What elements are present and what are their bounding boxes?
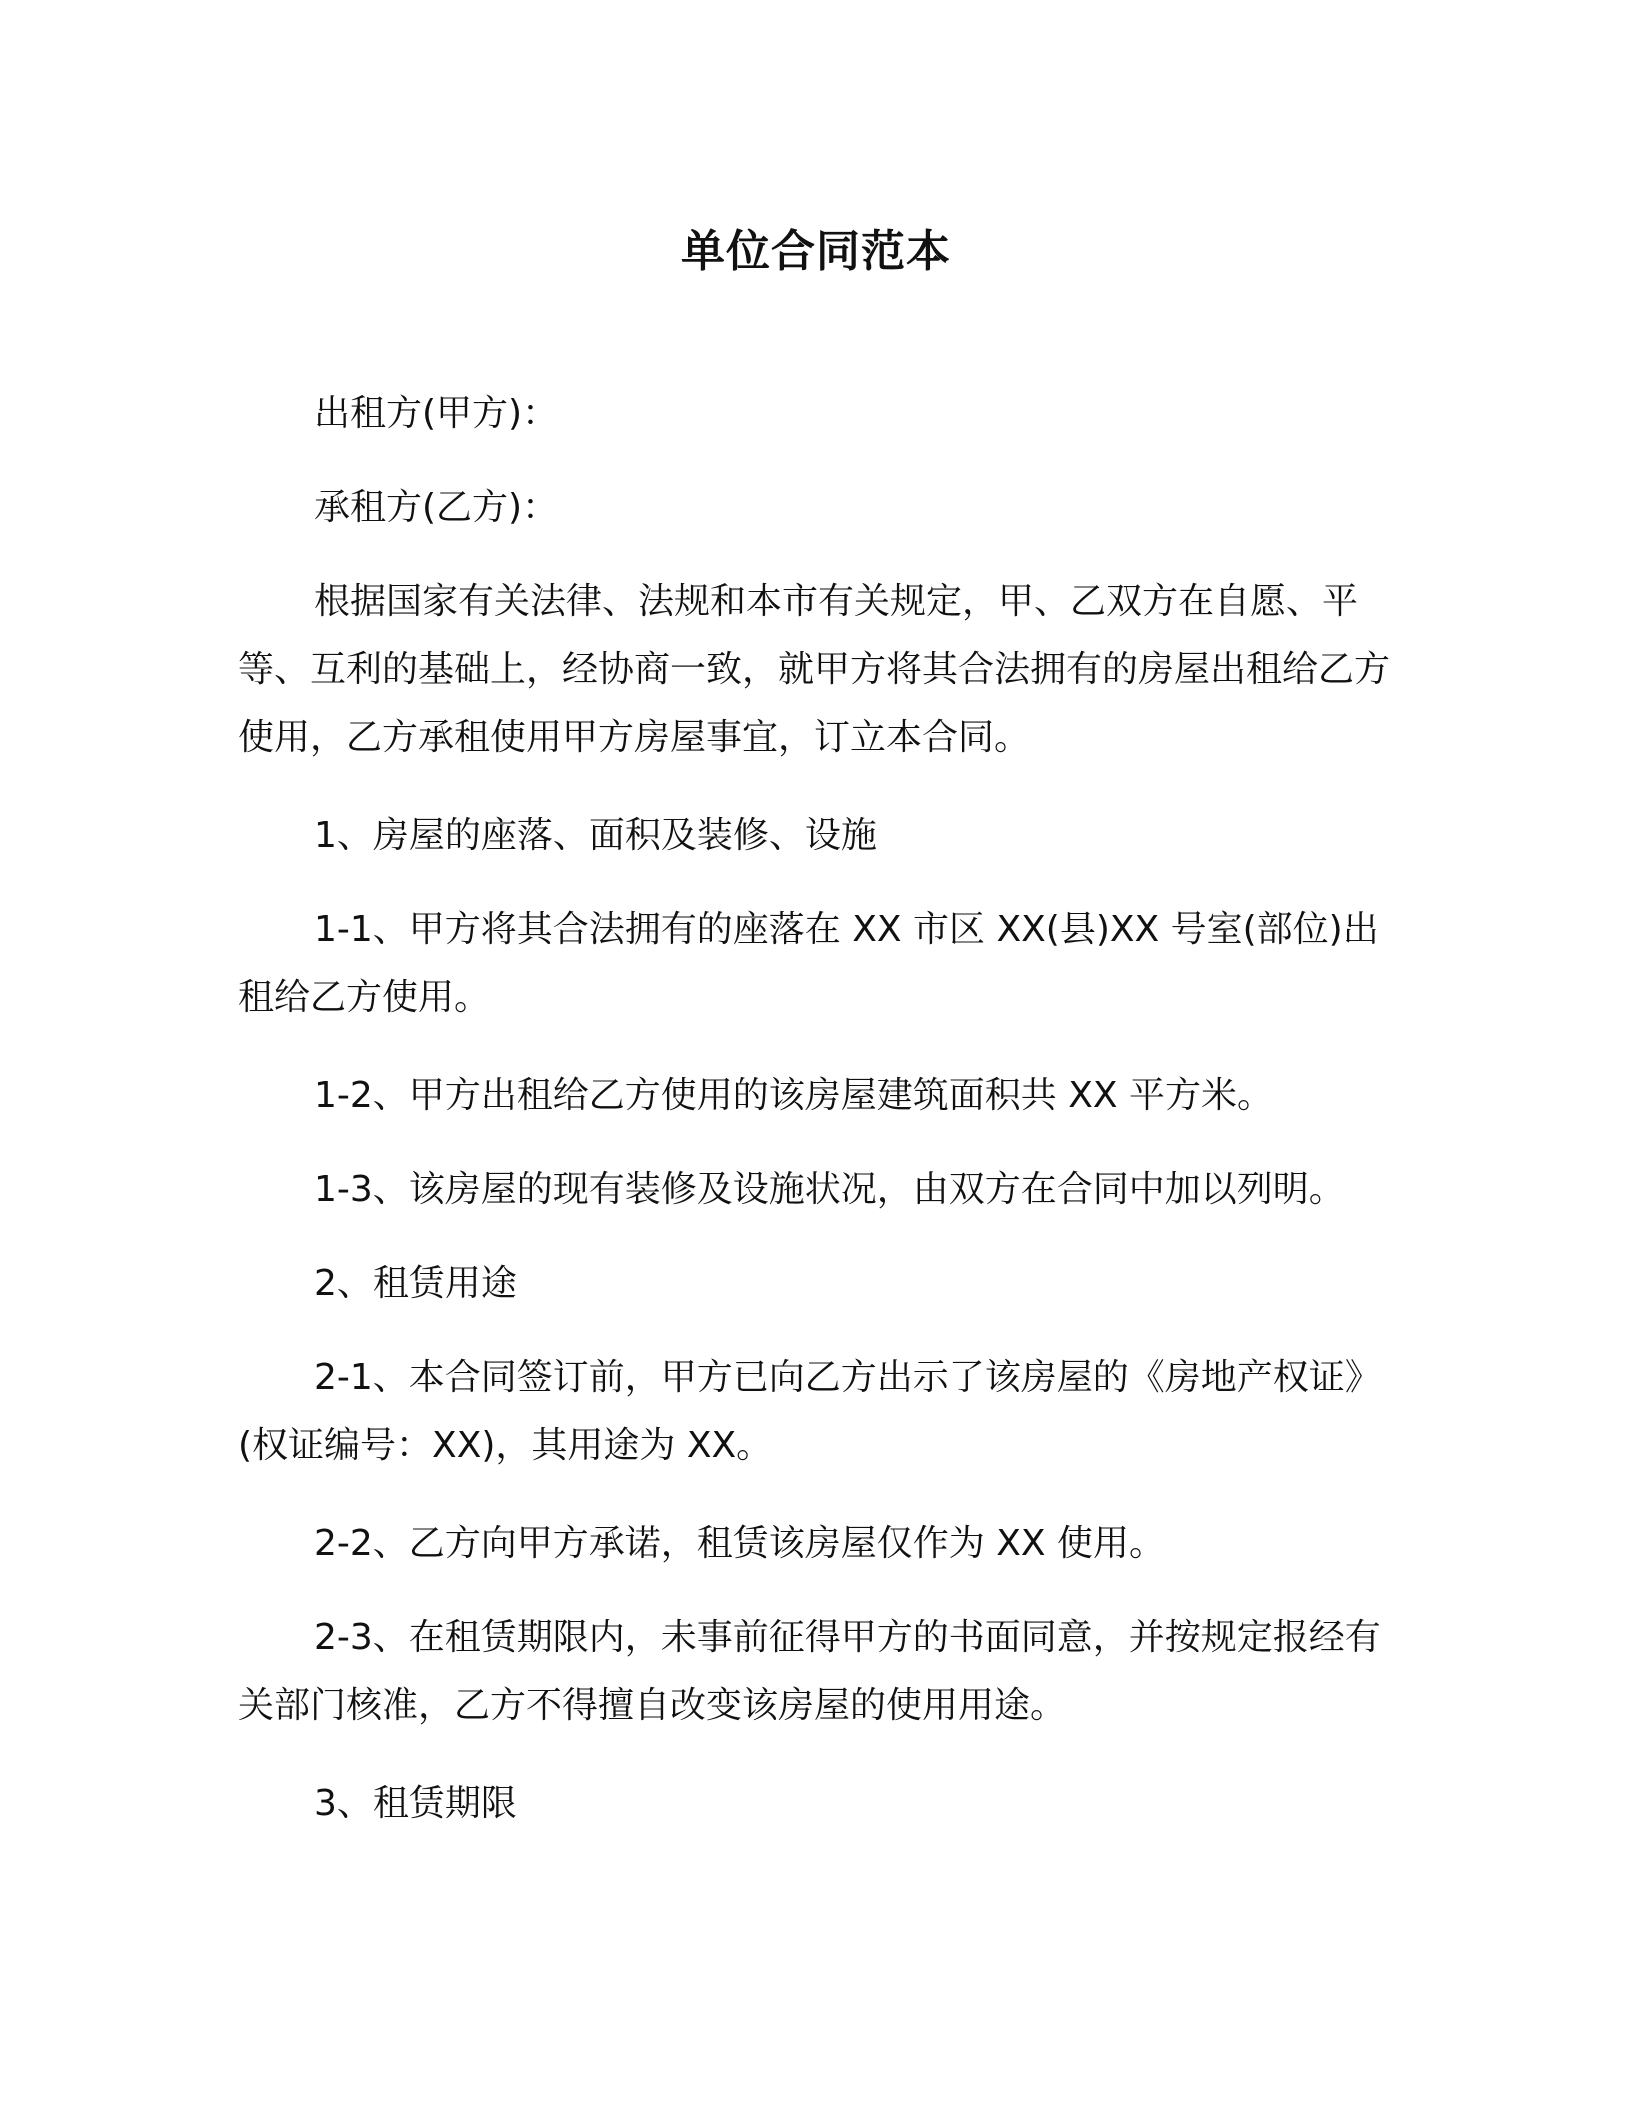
section-heading-2: 2、租赁用途 bbox=[314, 1263, 517, 1304]
clause-2-1: 2-1、本合同签订前，甲方已向乙方出示了该房屋的《房地产权证》(权证编号：XX)，其用途为 XX。 bbox=[238, 1357, 1381, 1466]
preamble-paragraph: 根据国家有关法律、法规和本市有关规定，甲、乙双方在自愿、平等、互利的基础上，经协商一致，就甲方将其合法拥有的房屋出租给乙方使用，乙方承租使用甲方房屋事宜，订立本合同。 bbox=[238, 581, 1391, 758]
document-body bbox=[238, 380, 1398, 1864]
clause-1-2: 1-2、甲方出租给乙方使用的该房屋建筑面积共 XX 平方米。 bbox=[314, 1075, 1274, 1116]
clause-2-2: 2-2、乙方向甲方承诺，租赁该房屋仅作为 XX 使用。 bbox=[314, 1523, 1166, 1564]
lessor-line: 出租方(甲方)： bbox=[314, 393, 559, 434]
lessee-line: 承租方(乙方)： bbox=[314, 487, 559, 528]
document-title: 单位合同范本 bbox=[681, 226, 951, 277]
clause-1-3: 1-3、该房屋的现有装修及设施状况，由双方在合同中加以列明。 bbox=[314, 1169, 1345, 1210]
section-heading-3: 3、租赁期限 bbox=[314, 1783, 517, 1824]
clause-2-3: 2-3、在租赁期限内，未事前征得甲方的书面同意，并按规定报经有关部门核准，乙方不得擅自改变该房屋的使用用途。 bbox=[238, 1617, 1381, 1726]
clause-1-1: 1-1、甲方将其合法拥有的座落在 XX 市区 XX(县)XX 号室(部位)出租给乙方使用。 bbox=[238, 909, 1379, 1018]
section-heading-1: 1、房屋的座落、面积及装修、设施 bbox=[314, 815, 877, 856]
